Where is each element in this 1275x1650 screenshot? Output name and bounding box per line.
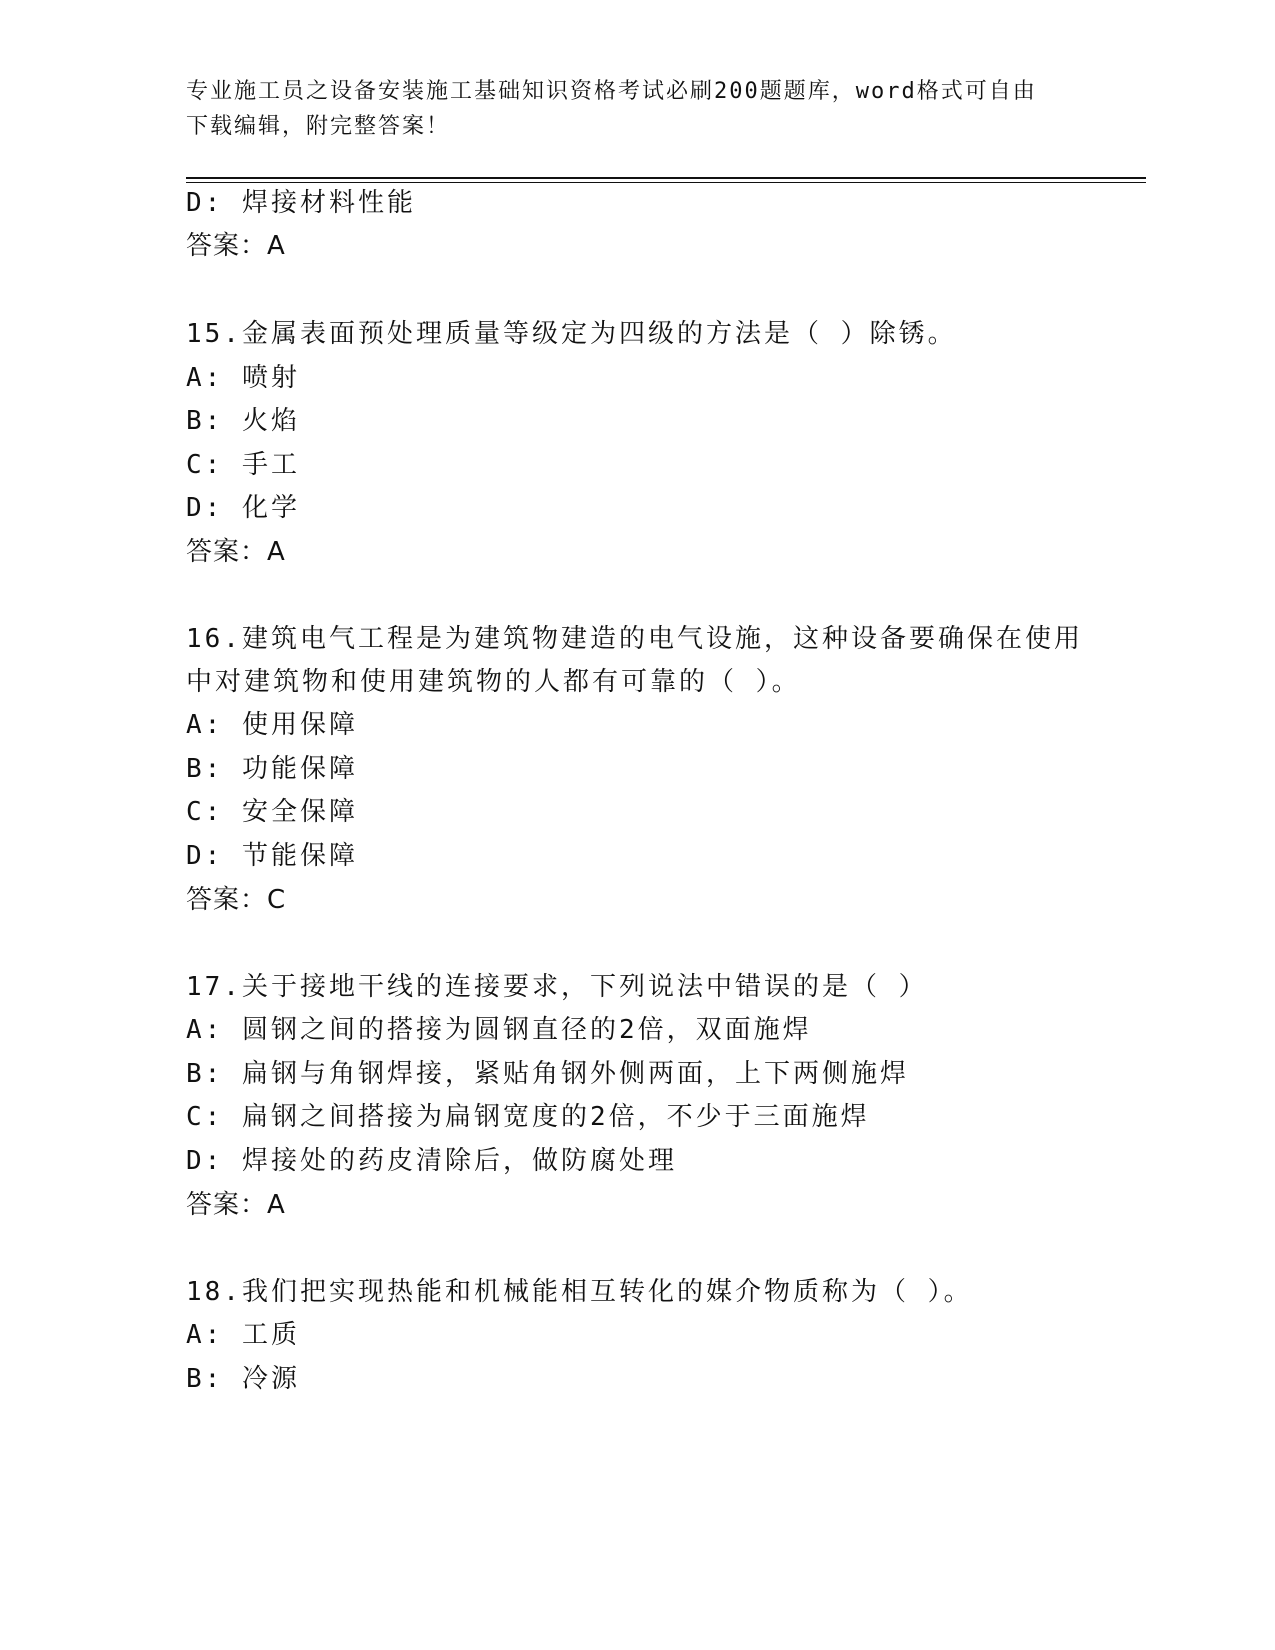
prev-answer: 答案：A (186, 231, 286, 261)
header-title-line-1: 专业施工员之设备安装施工基础知识资格考试必刷200题题库，word格式可自由 (186, 79, 1037, 104)
question-17-option-d: D: 焊接处的药皮清除后，做防腐处理 (186, 1146, 677, 1176)
question-18-option-a: A: 工质 (186, 1320, 300, 1350)
question-16-stem-line-2: 中对建筑物和使用建筑物的人都有可靠的（ ）。 (186, 667, 801, 697)
question-15-option-c: C: 手工 (186, 450, 300, 480)
question-17-option-b: B: 扁钢与角钢焊接，紧贴角钢外侧两面，上下两侧施焊 (186, 1059, 909, 1089)
question-16-option-d: D: 节能保障 (186, 841, 358, 871)
prev-option-d: D: 焊接材料性能 (186, 188, 416, 218)
question-16-option-c: C: 安全保障 (186, 797, 358, 827)
question-15-option-a: A: 喷射 (186, 363, 300, 393)
header-divider-thin (186, 182, 1146, 183)
question-16-option-b: B: 功能保障 (186, 754, 358, 784)
question-15-option-d: D: 化学 (186, 493, 300, 523)
document-header (186, 74, 1066, 144)
question-16-stem-line-1: 16.建筑电气工程是为建筑物建造的电气设施，这种设备要确保在使用 (186, 624, 1083, 654)
question-17-answer: 答案：A (186, 1190, 286, 1220)
question-15-option-b: B: 火焰 (186, 406, 300, 436)
question-17-option-c: C: 扁钢之间搭接为扁钢宽度的2倍，不少于三面施焊 (186, 1102, 870, 1132)
header-divider-thick (186, 177, 1146, 179)
question-16-option-a: A: 使用保障 (186, 710, 358, 740)
question-16-answer: 答案：C (186, 885, 287, 915)
question-18-stem: 18.我们把实现热能和机械能相互转化的媒介物质称为（ ）。 (186, 1277, 973, 1307)
question-18-option-b: B: 冷源 (186, 1364, 300, 1394)
question-15-answer: 答案：A (186, 537, 286, 567)
header-title-line-2: 下载编辑，附完整答案！ (186, 114, 451, 139)
question-15-stem: 15.金属表面预处理质量等级定为四级的方法是（ ）除锈。 (186, 319, 957, 349)
question-17-stem: 17.关于接地干线的连接要求，下列说法中错误的是（ ） (186, 972, 928, 1002)
question-17-option-a: A: 圆钢之间的搭接为圆钢直径的2倍，双面施焊 (186, 1015, 812, 1045)
